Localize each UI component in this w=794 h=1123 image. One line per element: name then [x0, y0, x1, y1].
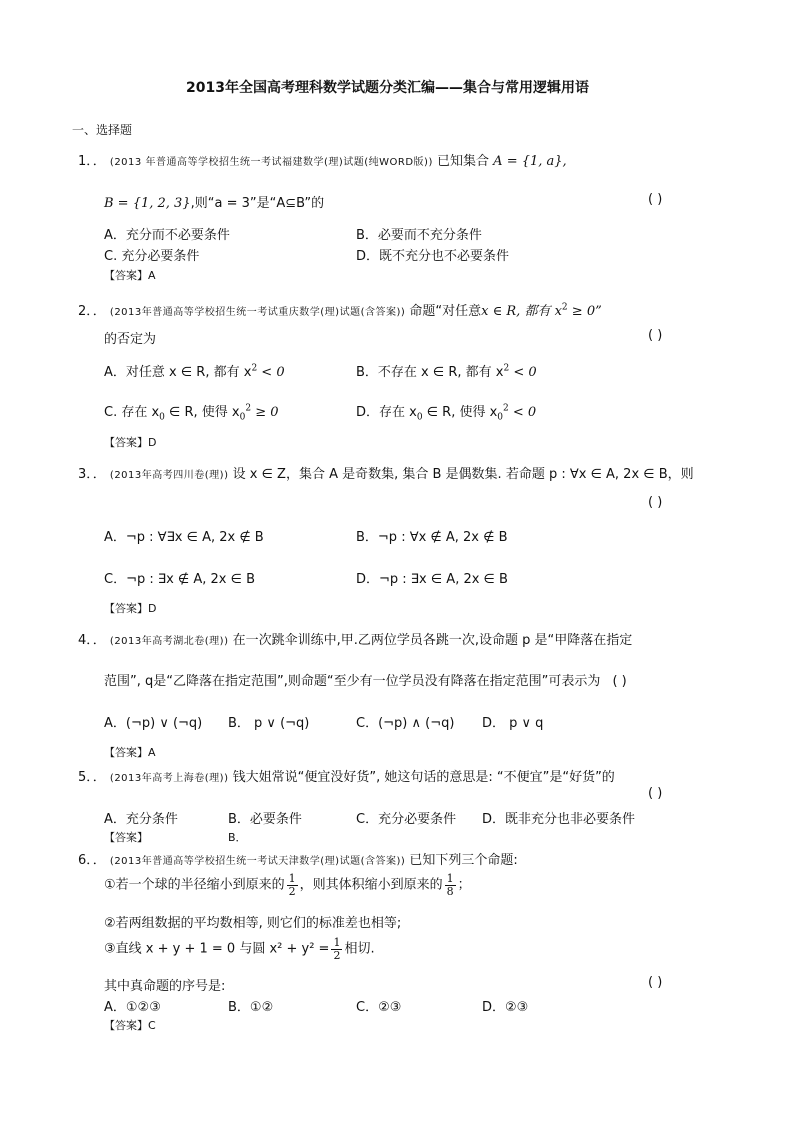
- answer-blank: ( ): [648, 786, 663, 801]
- option-d: D．存在 $x_0$ ∈ R, 使得 $x_0^2 < 0$: [356, 403, 537, 423]
- question-source: (2013年高考四川卷(理)): [109, 470, 229, 481]
- option-a: A．(¬p) ∨ (¬q): [104, 716, 203, 731]
- question-stem: 在一次跳伞训练中,甲.乙两位学员各跳一次,设命题 p 是“甲降落在指定: [232, 633, 633, 648]
- answer: 【答案】D: [104, 602, 157, 615]
- answer-blank: ( ): [648, 328, 663, 343]
- question-number: 2．．: [78, 304, 106, 319]
- question-stem-cont: 的否定为: [104, 332, 157, 347]
- question-stem: 设 x ∈ Z，集合 A 是奇数集, 集合 B 是偶数集. 若命题 p : ∀x ∈ A, 2x ∈ B，则: [232, 467, 694, 482]
- option-c: C. 充分必要条件: [104, 249, 200, 264]
- answer-blank: ( ): [648, 495, 663, 510]
- fraction: $\frac{1}{2}$: [333, 936, 341, 962]
- question-number: 6．．: [78, 853, 106, 868]
- statement-3: ③直线 x + y + 1 = 0 与圆 x² + y² = $\frac{1}{2}$ 相切.: [104, 936, 375, 962]
- statement-2: ②若两组数据的平均数相等, 则它们的标准差也相等;: [104, 916, 402, 931]
- option-a: A．①②③: [104, 1000, 161, 1015]
- question-math: x ∈ R, 都有 x: [481, 304, 562, 319]
- option-b: B．①②: [228, 1000, 274, 1015]
- answer: 【答案】A: [104, 746, 156, 759]
- option-c: C．(¬p) ∧ (¬q): [356, 716, 455, 731]
- option-a: A．充分条件: [104, 812, 178, 827]
- answer-value: B．: [228, 831, 247, 844]
- fraction: $\frac{1}{8}$: [446, 872, 454, 898]
- question-stem: 命题“对任意: [409, 304, 482, 319]
- question-stem: 已知下列三个命题:: [409, 853, 518, 868]
- question-source: (2013年普通高等学校招生统一考试重庆数学(理)试题(含答案)): [109, 307, 406, 318]
- answer-blank: ( ): [612, 674, 627, 689]
- page-title: 2013年全国高考理科数学试题分类汇编——集合与常用逻辑用语: [186, 80, 589, 96]
- question-number: 4．．: [78, 633, 106, 648]
- option-a: A．充分而不必要条件: [104, 228, 230, 243]
- option-c: C．充分必要条件: [356, 812, 457, 827]
- answer: 【答案】A: [104, 269, 156, 282]
- option-b: B．必要而不充分条件: [356, 228, 482, 243]
- option-b: B．¬p : ∀x ∉ A, 2x ∉ B: [356, 530, 508, 545]
- option-d: D． p ∨ q: [482, 716, 544, 731]
- option-c: C．¬p : ∃x ∉ A, 2x ∈ B: [104, 572, 255, 587]
- statement-1: ①若一个球的半径缩小到原来的 $\frac{1}{2}$ ，则其体积缩小到原来的 $\frac{1}{8}$ ；: [104, 872, 471, 898]
- option-d: D．¬p : ∃x ∈ A, 2x ∈ B: [356, 572, 508, 587]
- question-math-end: ≥ 0”: [567, 304, 602, 319]
- answer: 【答案】: [104, 831, 148, 844]
- answer-blank: ( ): [648, 192, 663, 207]
- question-source: (2013年普通高等学校招生统一考试天津数学(理)试题(含答案)): [109, 856, 406, 867]
- option-d: D．既非充分也非必要条件: [482, 812, 636, 827]
- question-stem-cont: ,则“a = 3”是“A⊆B”的: [190, 196, 325, 211]
- question-number: 5．．: [78, 770, 106, 785]
- option-b: B． p ∨ (¬q): [228, 716, 310, 731]
- question-number: 1．．: [78, 154, 106, 169]
- option-d: D．②③: [482, 1000, 529, 1015]
- option-c: C. 存在 $x_0$ ∈ R, 使得 $x_0^2 \ge 0$: [104, 403, 279, 423]
- answer-blank: ( ): [648, 975, 663, 990]
- fraction: $\frac{1}{2}$: [288, 872, 296, 898]
- option-a: A．对任意 x ∈ R, 都有 $x^2 < 0$: [104, 363, 285, 380]
- section-heading: 一、选择题: [72, 123, 133, 137]
- question-stem: 钱大姐常说“便宜没好货”, 她这句话的意思是: “不便宜”是“好货”的: [232, 770, 615, 785]
- answer: 【答案】D: [104, 436, 157, 449]
- question-source: (2013年高考上海卷(理)): [109, 773, 229, 784]
- option-d: D．既不充分也不必要条件: [356, 249, 510, 264]
- option-b: B．必要条件: [228, 812, 302, 827]
- question-stem-cont: 范围”, q是“乙降落在指定范围”,则命题“至少有一位学员没有降落在指定范围”可表示为: [104, 674, 601, 689]
- set-b: B = {1, 2, 3}: [104, 196, 191, 211]
- question-stem-end: 其中真命题的序号是:: [104, 979, 226, 994]
- question-source: (2013年高考湖北卷(理)): [109, 636, 229, 647]
- answer: 【答案】C: [104, 1019, 156, 1032]
- question-stem: 已知集合: [437, 154, 490, 169]
- question-source: (2013 年普通高等学校招生统一考试福建数学(理)试题(纯WORD版)): [109, 157, 433, 168]
- option-b: B．不存在 x ∈ R, 都有 $x^2 < 0$: [356, 363, 537, 380]
- set-a: A = {1, a},: [493, 154, 567, 169]
- option-c: C．②③: [356, 1000, 402, 1015]
- option-a: A．¬p : ∀∃x ∈ A, 2x ∉ B: [104, 530, 264, 545]
- question-number: 3．．: [78, 467, 106, 482]
